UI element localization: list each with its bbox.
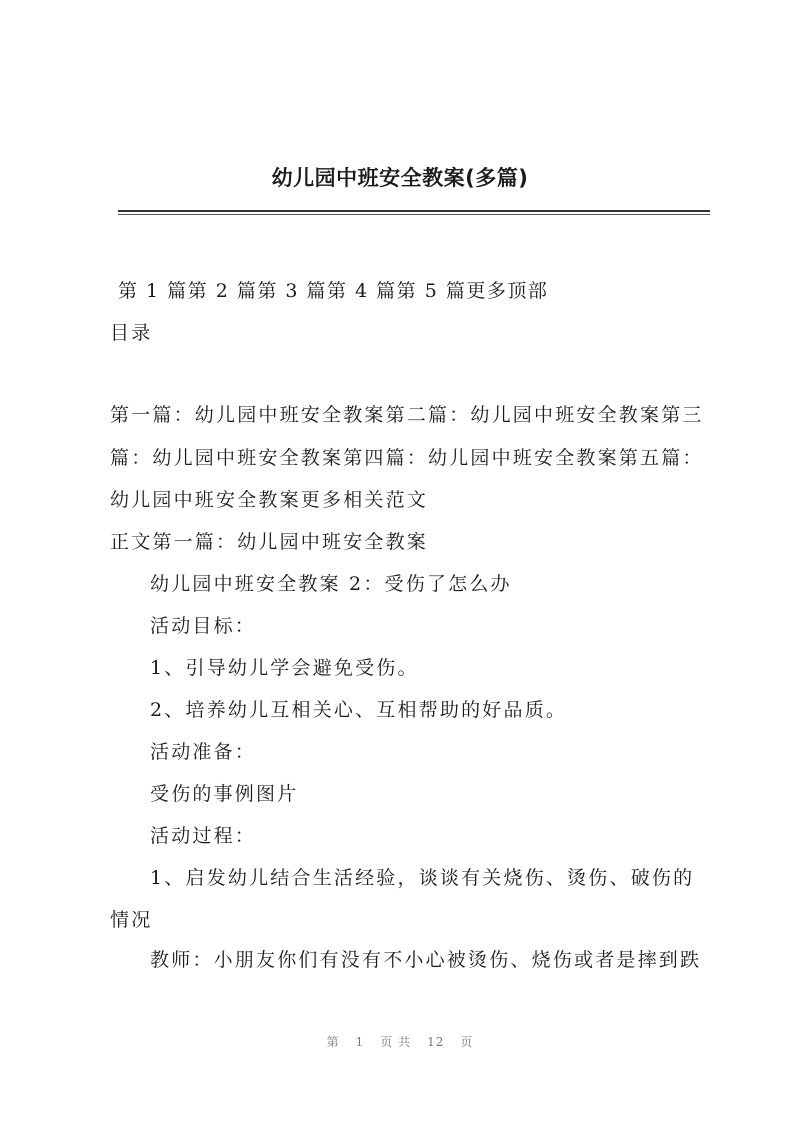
paragraph: 受伤的事例图片 [150,783,299,805]
title-rule-thick [118,210,710,212]
paragraph-continuation: 情况 [110,909,153,931]
toc-line[interactable]: 篇：幼儿园中班安全教案第四篇：幼儿园中班安全教案第五篇： [110,447,704,469]
paragraph: 幼儿园中班安全教案 2：受伤了怎么办 [150,573,512,595]
toc-heading: 目录 [110,322,153,344]
paragraph: 活动准备： [150,741,257,763]
paragraph: 1、启发幼儿结合生活经验，谈谈有关烧伤、烫伤、破伤的 [150,867,695,889]
footer-label-page: 第 [326,1035,340,1049]
footer-total-pages: 12 [427,1035,445,1049]
page-footer [0,1033,800,1050]
footer-label-end: 页 [460,1035,474,1049]
paragraph: 活动过程： [150,825,257,847]
footer-current-page: 1 [355,1035,365,1049]
title-rule-thin [118,214,710,215]
paragraph: 活动目标： [150,615,257,637]
document-title: 幼儿园中班安全教案(多篇) [271,166,529,190]
paragraph: 1、引导幼儿学会避免受伤。 [150,657,419,679]
footer-label-of: 页 共 [380,1035,412,1049]
paragraph: 2、培养幼儿互相关心、互相帮助的好品质。 [150,699,568,721]
paragraph: 教师：小朋友你们有没有不小心被烫伤、烧伤或者是摔到跌 [150,949,702,971]
toc-line[interactable]: 幼儿园中班安全教案更多相关范文 [110,489,429,511]
chapter-nav[interactable]: 第 1 篇第 2 篇第 3 篇第 4 篇第 5 篇更多顶部 [118,280,549,302]
toc-line[interactable]: 第一篇：幼儿园中班安全教案第二篇：幼儿园中班安全教案第三 [110,404,704,426]
body-start-heading: 正文第一篇：幼儿园中班安全教案 [110,531,429,553]
